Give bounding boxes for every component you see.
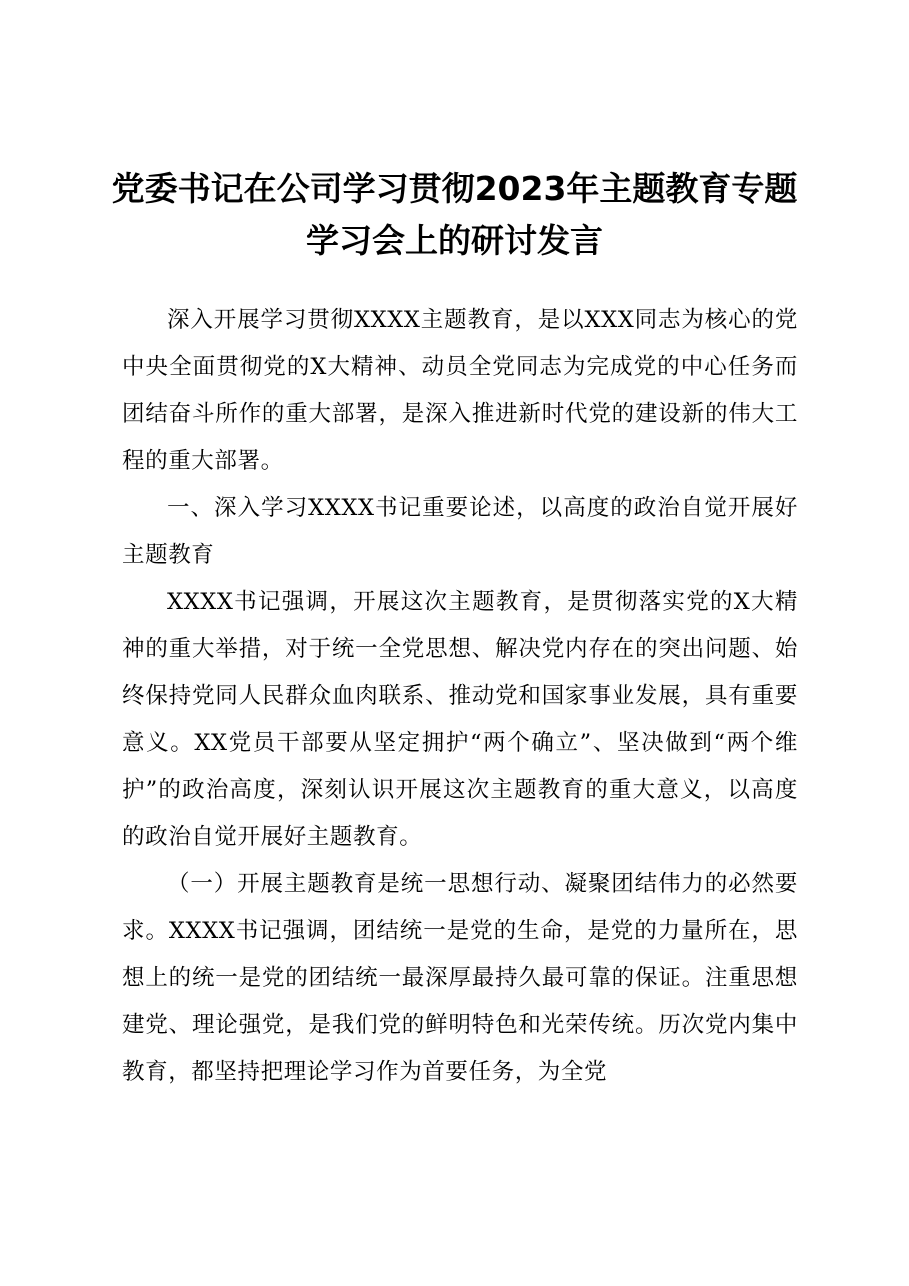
paragraph-subsection-1: （一）开展主题教育是统一思想行动、凝聚团结伟力的必然要求。XXXX书记强调，团结统一是党的生命，是党的力量所在，思想上的统一是党的团结统一最深厚最持久最可靠的保证。注重思想建党、理论强党，是我们党的鲜明特色和光荣传统。历次党内集中教育，都坚持把理论学习作为首要任务，为全党 [122, 871, 798, 1085]
section-heading-1: 一、深入学习XXXX书记重要论述，以高度的政治自觉开展好主题教育 [122, 495, 798, 568]
document-body [122, 297, 798, 1096]
document-title: 党委书记在公司学习贯彻2023年主题教育专题学习会上的研讨发言 [111, 169, 798, 260]
paragraph-section-1: XXXX书记强调，开展这次主题教育，是贯彻落实党的X大精神的重大举措，对于统一全党思想、解决党内存在的突出问题、始终保持党同人民群众血肉联系、推动党和国家事业发展，具有重要意义。XX党员干部要从坚定拥护“两个确立”、坚决做到“两个维护”的政治高度，深刻认识开展这次主题教育的重大意义，以高度的政治自觉开展好主题教育。 [122, 589, 798, 850]
paragraph-intro: 深入开展学习贯彻XXXX主题教育，是以XXX同志为核心的党中央全面贯彻党的X大精神、动员全党同志为完成党的中心任务而团结奋斗所作的重大部署，是深入推进新时代党的建设新的伟大工程的重大部署。 [122, 307, 798, 474]
